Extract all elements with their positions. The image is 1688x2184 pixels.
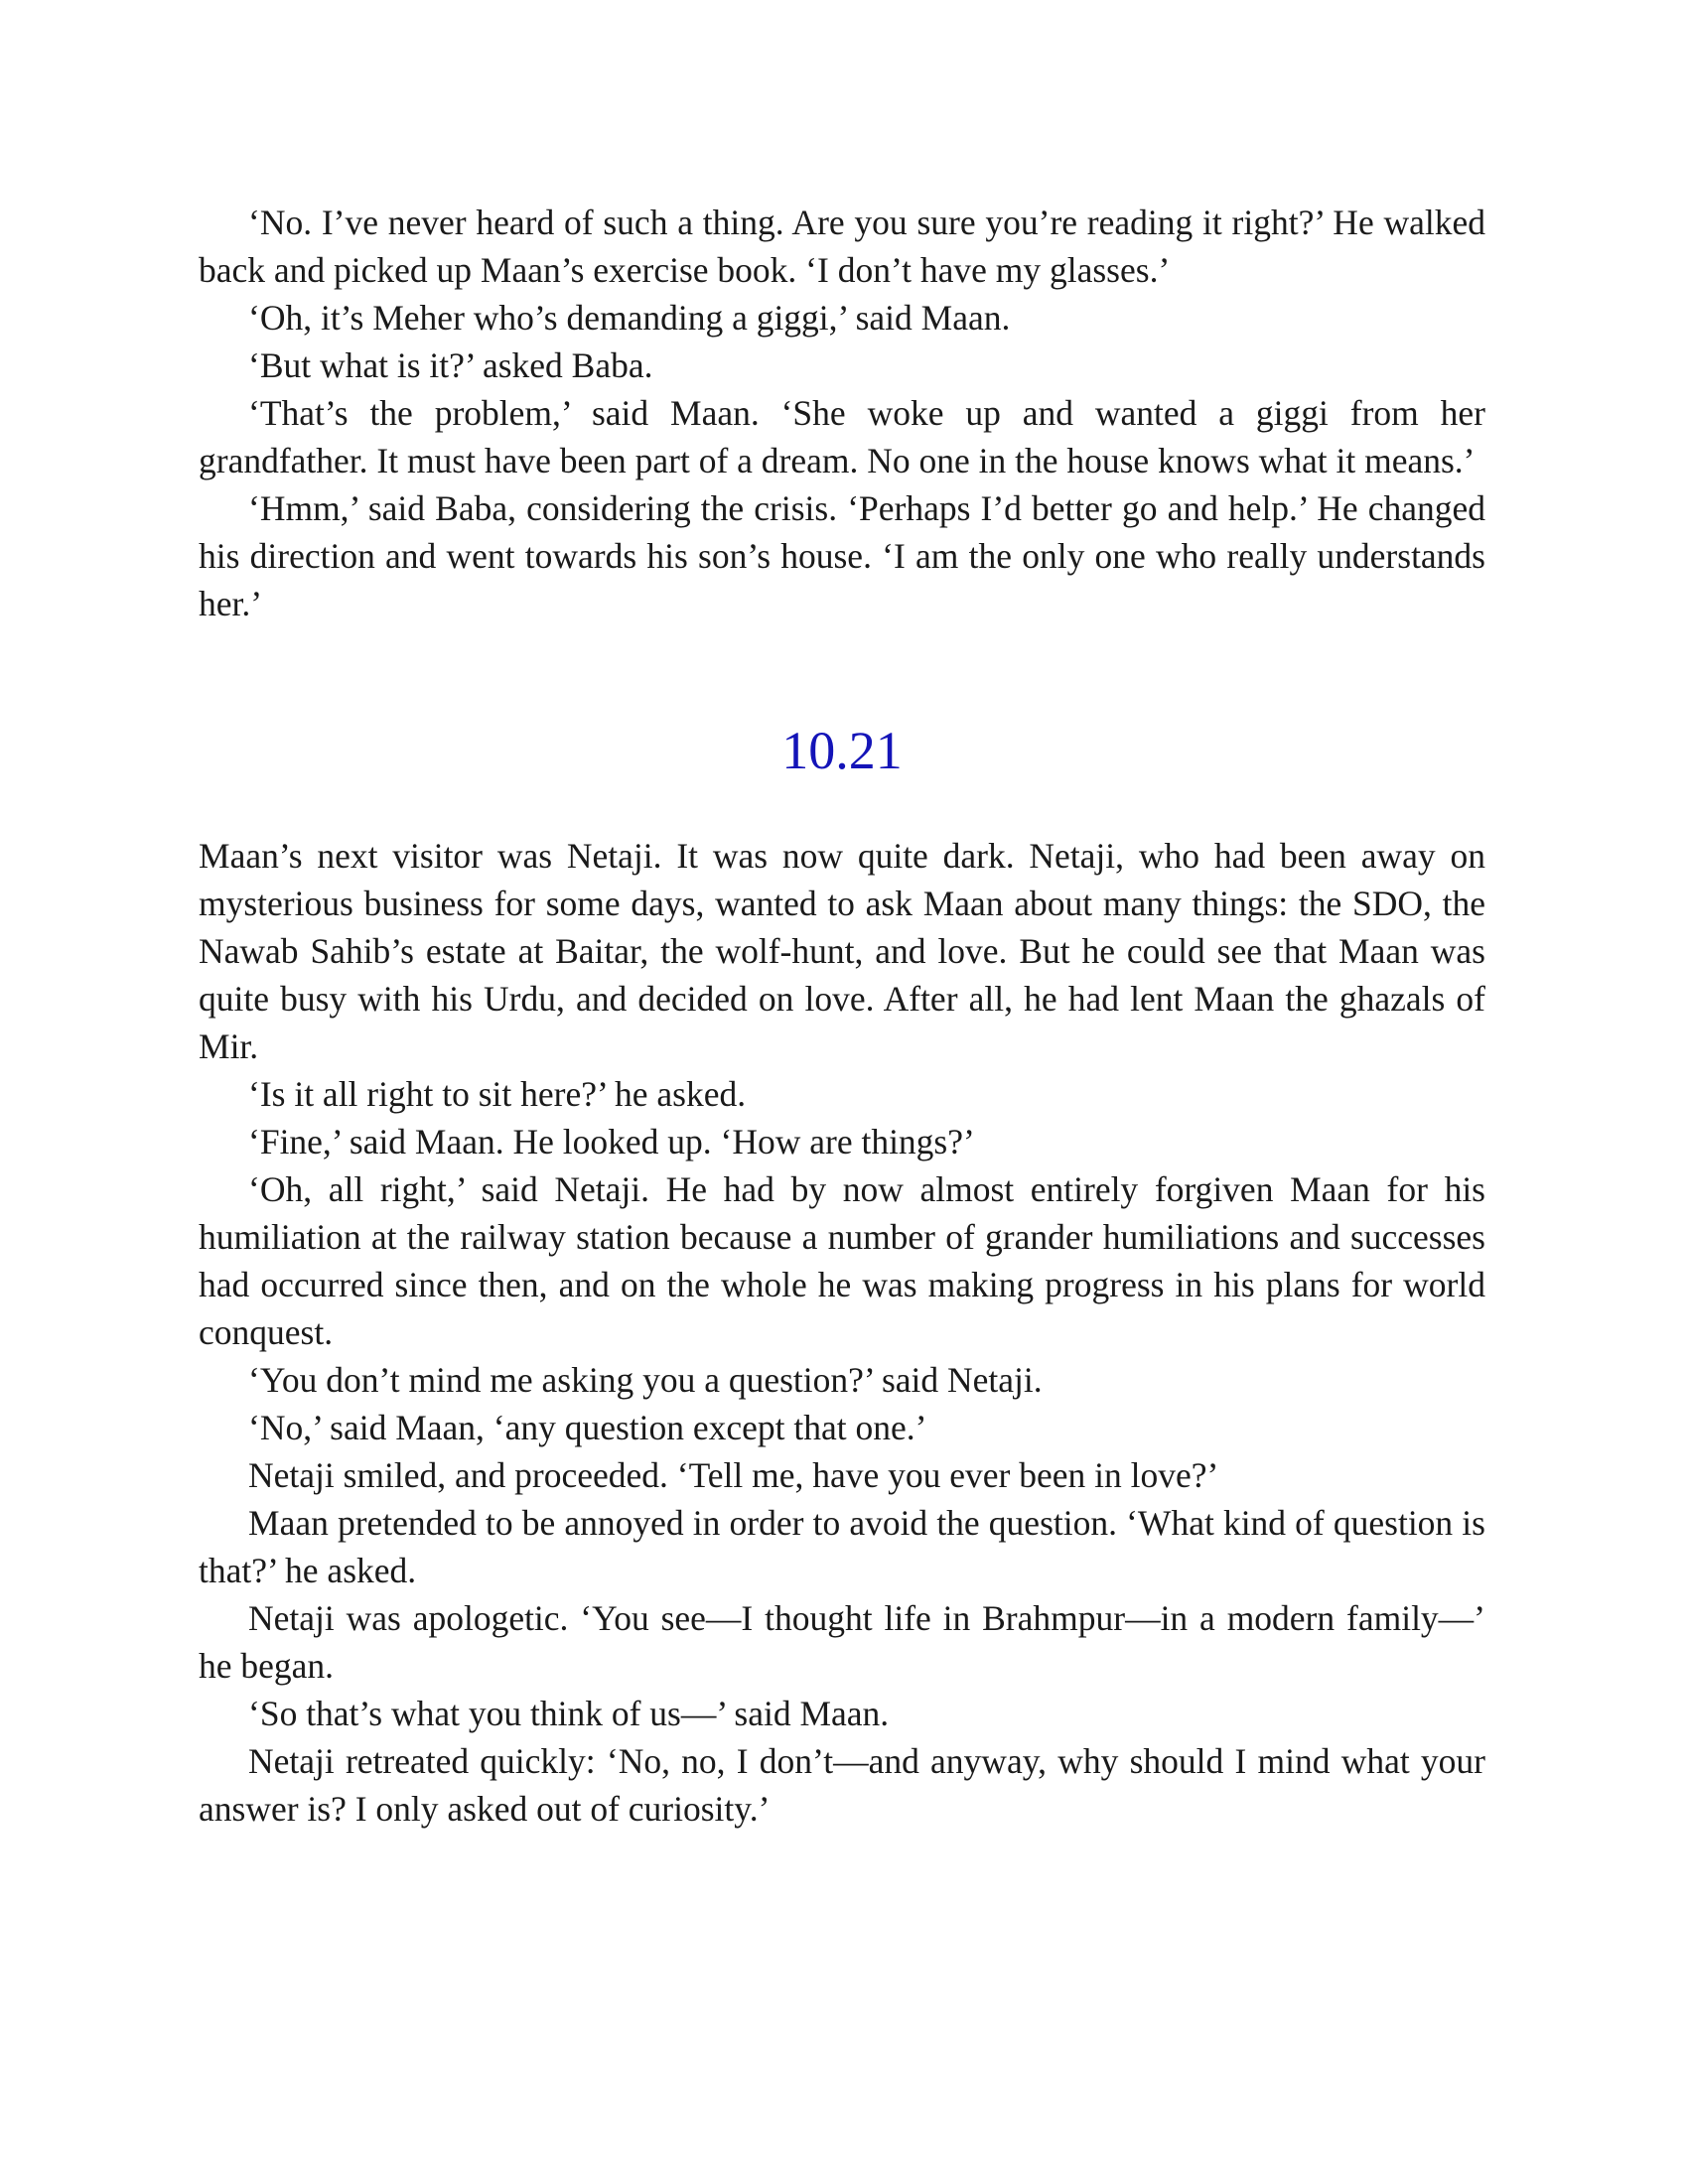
paragraph: ‘So that’s what you think of us—’ said Maan. [248, 1694, 890, 1733]
chapter-number-heading: 10.21 [781, 721, 903, 780]
paragraph: Netaji was apologetic. ‘You see—I thought life in Brahmpur—in a modern family—’ he began. [199, 1598, 1485, 1686]
paragraph: ‘Is it all right to sit here?’ he asked. [248, 1074, 747, 1114]
book-page [199, 199, 1485, 1833]
paragraph: ‘But what is it?’ asked Baba. [248, 345, 653, 385]
paragraph: ‘Fine,’ said Maan. He looked up. ‘How are things?’ [248, 1122, 975, 1161]
paragraph: Maan pretended to be annoyed in order to avoid the question. ‘What kind of question is that?’ he asked. [199, 1503, 1485, 1590]
paragraph: ‘Hmm,’ said Baba, considering the crisis. ‘Perhaps I’d better go and help.’ He changed his direction and went towards his son’s house. ‘I am the only one who really understands her.’ [199, 488, 1485, 623]
paragraph: ‘Oh, it’s Meher who’s demanding a giggi,’ said Maan. [248, 298, 1011, 338]
paragraph: ‘You don’t mind me asking you a question?’ said Netaji. [248, 1360, 1043, 1400]
paragraph: ‘No,’ said Maan, ‘any question except that one.’ [248, 1408, 927, 1447]
paragraph: ‘That’s the problem,’ said Maan. ‘She woke up and wanted a giggi from her grandfather. It must have been part of a dream. No one in the house knows what it means.’ [199, 393, 1485, 480]
paragraph: Netaji retreated quickly: ‘No, no, I don’t—and anyway, why should I mind what your answer is? I only asked out of curiosity.’ [199, 1741, 1485, 1829]
section-one-text [199, 199, 1485, 627]
paragraph: ‘No. I’ve never heard of such a thing. Are you sure you’re reading it right?’ He walked back and picked up Maan’s exercise book. ‘I don’t have my glasses.’ [199, 203, 1485, 290]
paragraph: ‘Oh, all right,’ said Netaji. He had by now almost entirely forgiven Maan for his humiliation at the railway station because a number of grander humiliations and successes had occurred since then, and on the whole he was making progress in his plans for world conquest. [199, 1169, 1485, 1352]
paragraph: Netaji smiled, and proceeded. ‘Tell me, have you ever been in love?’ [248, 1455, 1219, 1495]
paragraph: Maan’s next visitor was Netaji. It was now quite dark. Netaji, who had been away on mysterious business for some days, wanted to ask Maan about many things: the SDO, the Nawab Sahib’s estate at Baitar, the wolf-hunt, and love. But he could see that Maan was quite busy with his Urdu, and decided on love. After all, he had lent Maan the ghazals of Mir. [199, 836, 1485, 1066]
section-two-text [199, 832, 1485, 1833]
